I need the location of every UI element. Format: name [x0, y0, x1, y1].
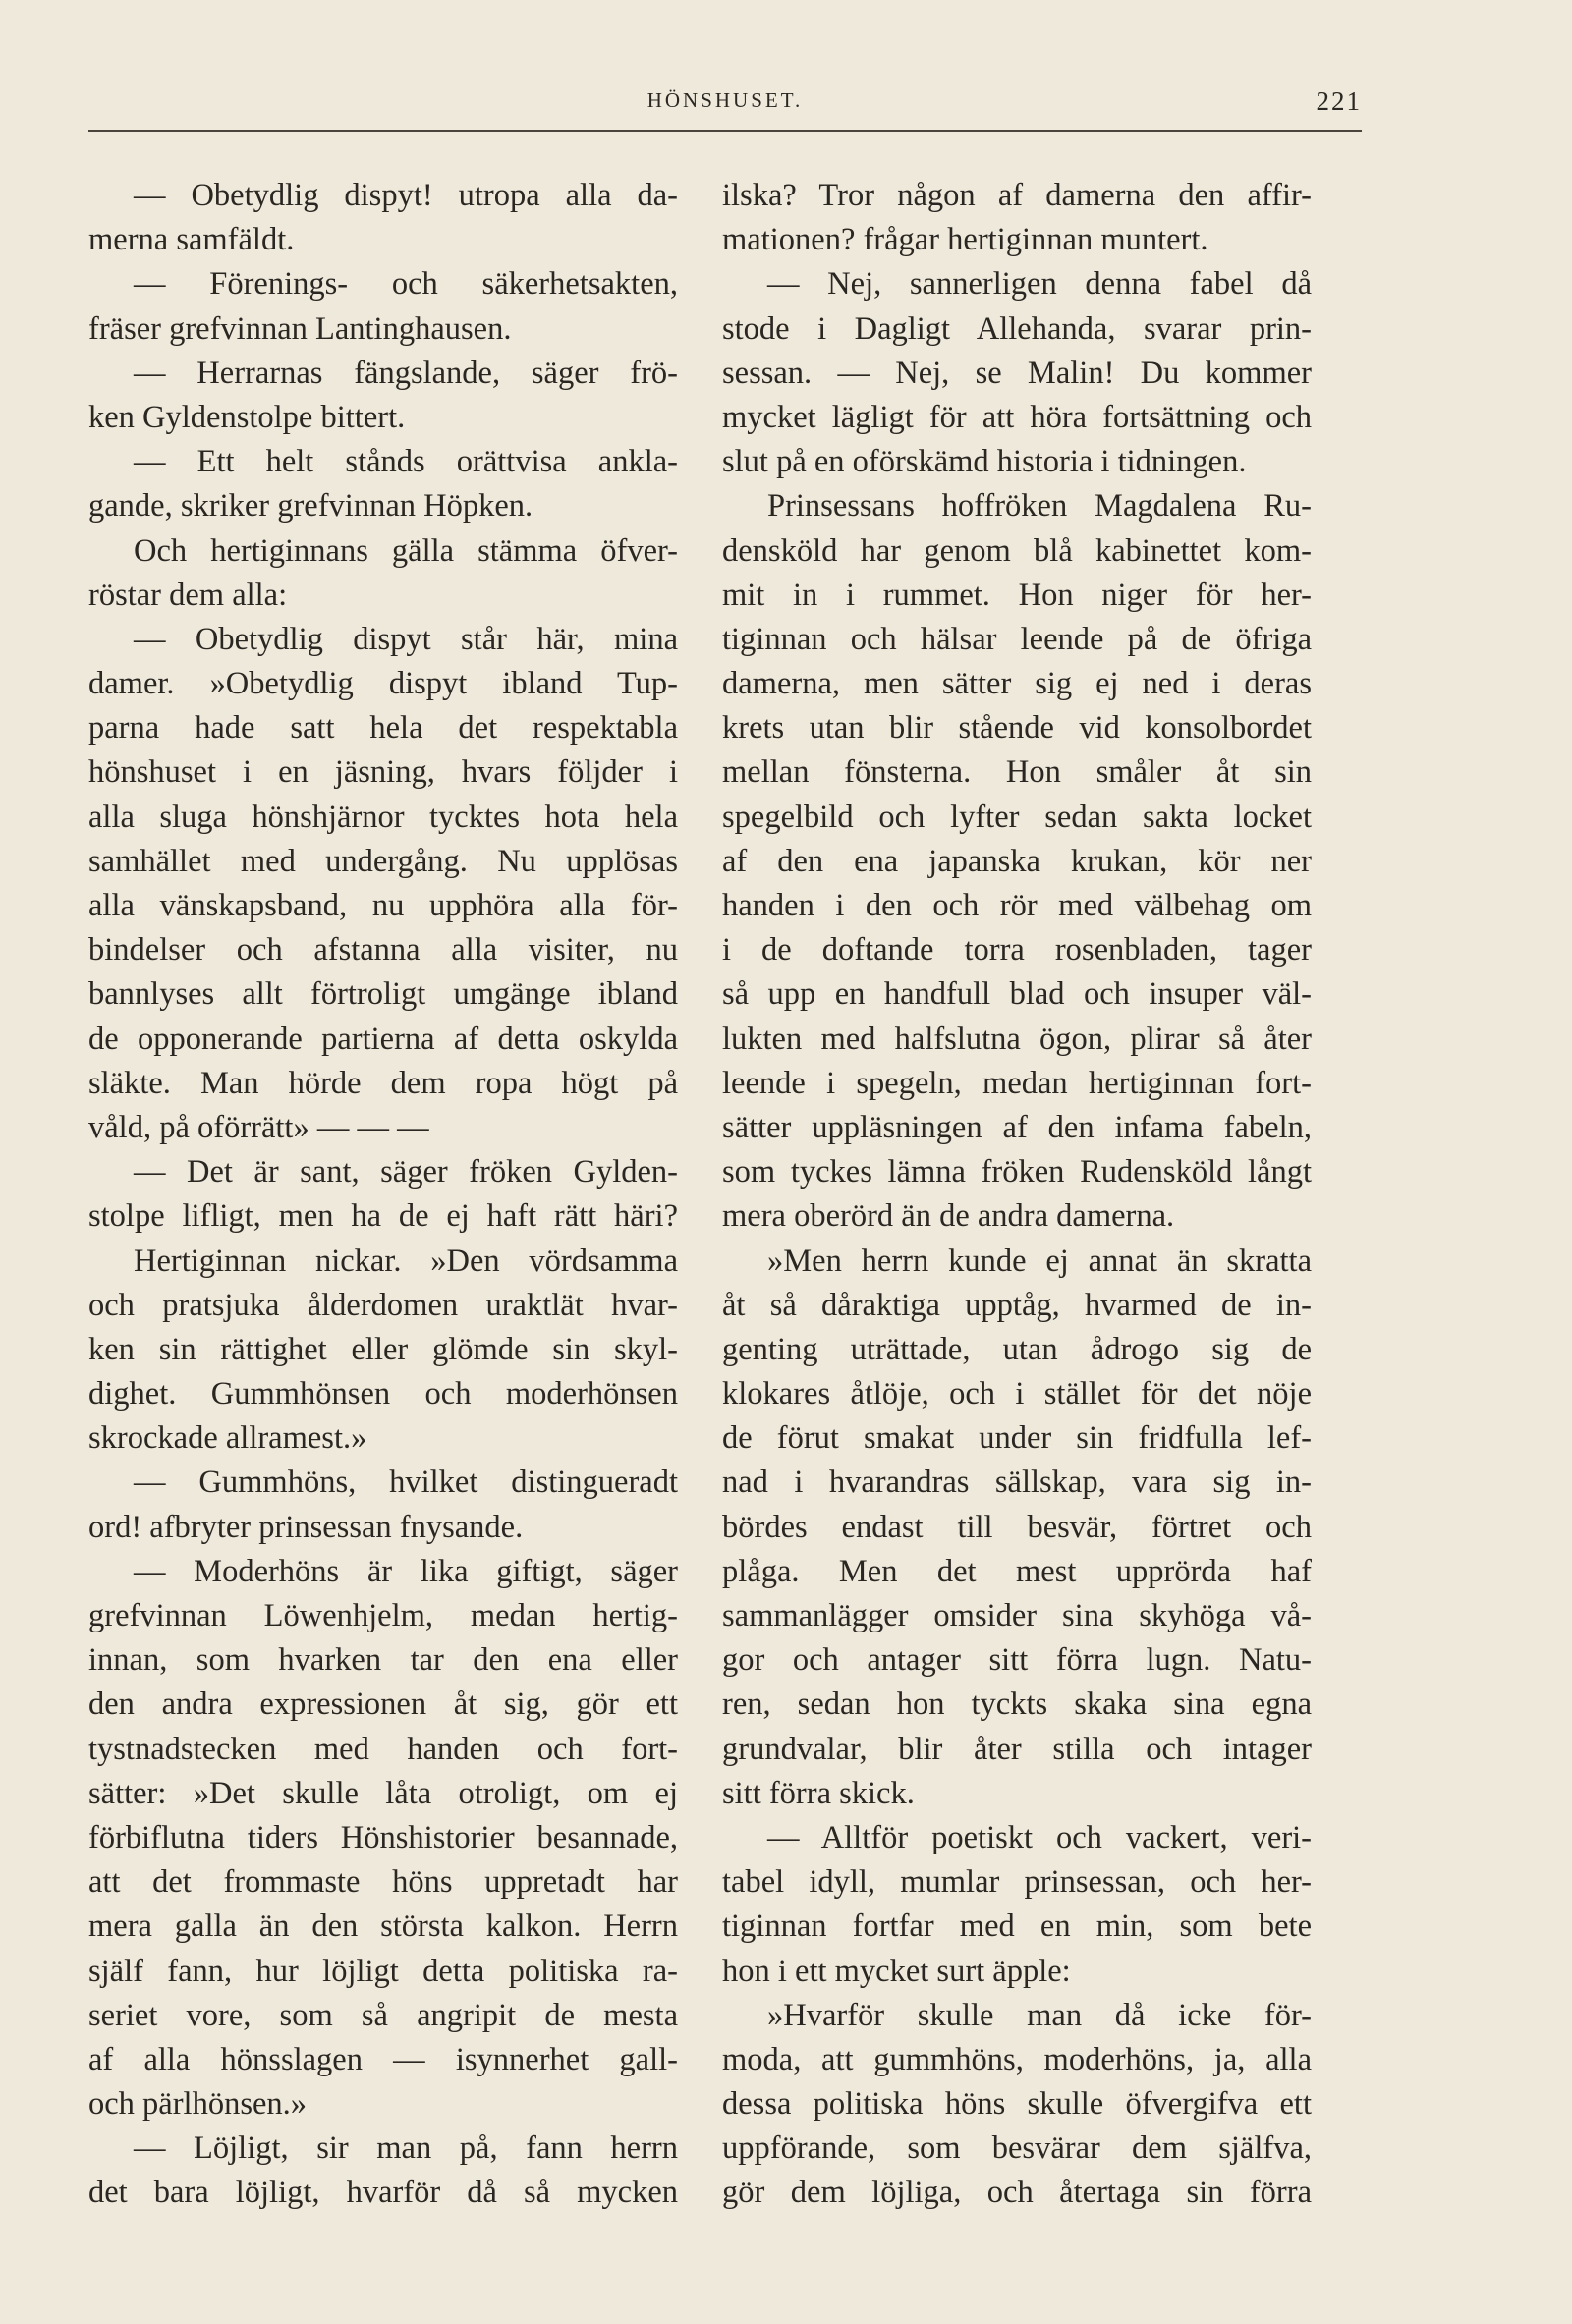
text-line: krets utan blir stående vid konsolbordet	[722, 710, 1312, 747]
text-line: bördes endast till besvär, förtret och	[722, 1509, 1312, 1545]
text-line: — Nej, sannerligen denna fabel då	[767, 266, 1312, 303]
text-line: handen i den och rör med välbehag om	[722, 888, 1312, 923]
text-line: — Obetydlig dispyt! utropa alla da-	[134, 178, 678, 213]
right-text-column	[722, 174, 1312, 2216]
text-line: tiginnan fortfar med en min, som bete	[722, 1909, 1312, 1945]
text-line: dessa politiska höns skulle öfvergifva ett	[722, 2086, 1312, 2123]
text-line: släkte. Man hörde dem ropa högt på	[88, 1065, 678, 1101]
text-line: och pratsjuka ålderdomen uraktlät hvar-	[88, 1287, 678, 1323]
text-line: merna samfäldt.	[88, 222, 295, 258]
text-line: att det frommaste höns uppretadt har	[88, 1864, 678, 1901]
text-line: tystnadstecken med handen och fort-	[88, 1731, 678, 1767]
text-line: uppförande, som besvärar dem själfva,	[722, 2130, 1312, 2167]
text-line: — Förenings- och säkerhetsakten,	[134, 266, 678, 303]
text-line: ken sin rättighet eller glömde sin skyl-	[88, 1331, 678, 1367]
text-line: leende i spegeln, medan hertiginnan fort-	[722, 1065, 1312, 1101]
text-line: — Moderhöns är lika giftigt, säger	[134, 1553, 678, 1589]
text-line: sammanlägger omsider sina skyhöga vå-	[722, 1598, 1312, 1633]
text-line: seriet vore, som så angripit de mesta	[88, 1997, 678, 2033]
text-line: innan, som hvarken tar den ena eller	[88, 1642, 678, 1679]
text-line: ken Gyldenstolpe bittert.	[88, 399, 406, 435]
text-line: skrockade allramest.»	[88, 1420, 367, 1457]
text-line: densköld har genom blå kabinettet kom-	[722, 532, 1312, 569]
text-line: förbiflutna tiders Hönshistorier besannade,	[88, 1819, 678, 1855]
text-line: parna hade satt hela det respektabla	[88, 710, 678, 747]
text-line: slut på en oförskämd historia i tidningen.	[722, 444, 1247, 480]
text-line: det bara löjligt, hvarför då så mycken	[88, 2175, 678, 2211]
text-line: gör dem löjliga, och återtaga sin förra	[722, 2175, 1312, 2211]
text-line: fräser grefvinnan Lantinghausen.	[88, 310, 512, 347]
text-line: sätter uppläsningen af den infama fabeln,	[722, 1109, 1312, 1145]
text-line: sitt förra skick.	[722, 1775, 915, 1811]
text-line: mycket lägligt för att höra fortsättning och	[722, 399, 1312, 435]
text-line: mellan fönsterna. Hon småler åt sin	[722, 754, 1312, 791]
text-line: mera galla än den största kalkon. Herrn	[88, 1909, 678, 1945]
text-line: mationen? frågar hertiginnan muntert.	[722, 222, 1208, 258]
text-line: ord! afbryter prinsessan fnysande.	[88, 1509, 524, 1545]
text-line: mit in i rummet. Hon niger för her-	[722, 577, 1312, 613]
text-line: samhället med undergång. Nu upplösas	[88, 843, 678, 879]
text-line: plåga. Men det mest upprörda haf	[722, 1553, 1312, 1589]
text-line: våld, på oförrätt» — — —	[88, 1109, 429, 1145]
text-line: i de doftande torra rosenbladen, tager	[722, 932, 1312, 968]
text-line: själf fann, hur löjligt detta politiska ra-	[88, 1953, 678, 1989]
text-line: så upp en handfull blad och insuper väl-	[722, 976, 1312, 1013]
left-text-column	[88, 174, 678, 2216]
text-line: dighet. Gummhönsen och moderhönsen	[88, 1376, 678, 1412]
text-line: mera oberörd än de andra damerna.	[722, 1198, 1175, 1235]
text-line: klokares åtlöje, och i stället för det nöje	[722, 1376, 1312, 1412]
text-line: sessan. — Nej, se Malin! Du kommer	[722, 355, 1312, 391]
text-line: — Löjligt, sir man på, fann herrn	[134, 2130, 678, 2167]
text-line: — Det är sant, säger fröken Gylden-	[134, 1154, 678, 1190]
text-line: sätter: »Det skulle låta otroligt, om ej	[88, 1775, 678, 1811]
text-line: grefvinnan Löwenhjelm, medan hertig-	[88, 1598, 678, 1633]
text-line: som tyckes lämna fröken Rudensköld långt	[722, 1154, 1312, 1190]
text-line: hon i ett mycket surt äpple:	[722, 1953, 1071, 1989]
text-line: gor och antager sitt förra lugn. Natu-	[722, 1642, 1312, 1679]
text-line: hönshuset i en jäsning, hvars följder i	[88, 754, 678, 791]
text-line: moda, att gummhöns, moderhöns, ja, alla	[722, 2041, 1312, 2077]
text-line: Prinsessans hoffröken Magdalena Ru-	[767, 488, 1312, 525]
text-line: röstar dem alla:	[88, 577, 288, 613]
text-line: åt så dåraktiga upptåg, hvarmed de in-	[722, 1287, 1312, 1323]
text-line: de förut smakat under sin fridfulla lef-	[722, 1420, 1312, 1457]
text-line: — Herrarnas fängslande, säger frö-	[134, 355, 678, 391]
text-line: »Men herrn kunde ej annat än skratta	[767, 1243, 1312, 1279]
text-line: »Hvarför skulle man då icke för-	[767, 1997, 1312, 2033]
text-line: alla vänskapsband, nu upphöra alla för-	[88, 888, 678, 923]
text-line: och pärlhönsen.»	[88, 2086, 308, 2123]
text-line: ren, sedan hon tyckts skaka sina egna	[722, 1687, 1312, 1723]
text-line: den andra expressionen åt sig, gör ett	[88, 1687, 678, 1723]
text-line: — Alltför poetiskt och vackert, veri-	[767, 1819, 1312, 1855]
text-line: — Ett helt stånds orättvisa ankla-	[134, 444, 678, 480]
text-line: bindelser och afstanna alla visiter, nu	[88, 932, 678, 968]
text-line: — Obetydlig dispyt står här, mina	[134, 621, 678, 657]
text-line: grundvalar, blir åter stilla och intager	[722, 1731, 1312, 1767]
text-line: bannlyses allt förtroligt umgänge ibland	[88, 976, 678, 1013]
text-line: gande, skriker grefvinnan Höpken.	[88, 488, 533, 525]
text-line: genting uträttade, utan ådrogo sig de	[722, 1331, 1312, 1367]
text-line: — Gummhöns, hvilket distingueradt	[134, 1465, 678, 1501]
text-line: stode i Dagligt Allehanda, svarar prin-	[722, 310, 1312, 347]
text-line: af alla hönsslagen — isynnerhet gall-	[88, 2041, 678, 2077]
chapter-title: HÖNSHUSET.	[646, 88, 804, 112]
text-line: af den ena japanska krukan, kör ner	[722, 843, 1312, 879]
text-line: stolpe lifligt, men ha de ej haft rätt häri?	[88, 1198, 678, 1235]
text-line: de opponerande partierna af detta oskylda	[88, 1021, 678, 1057]
text-line: nad i hvarandras sällskap, vara sig in-	[722, 1465, 1312, 1501]
text-line: Hertiginnan nickar. »Den vördsamma	[134, 1243, 678, 1279]
text-line: ilska? Tror någon af damerna den affir-	[722, 178, 1312, 213]
text-line: lukten med halfslutna ögon, plirar så åter	[722, 1021, 1312, 1057]
text-line: damer. »Obetydlig dispyt ibland Tup-	[88, 666, 678, 702]
text-line: alla sluga hönshjärnor tycktes hota hela	[88, 799, 678, 835]
text-line: damerna, men sätter sig ej ned i deras	[722, 666, 1312, 702]
text-line: tabel idyll, mumlar prinsessan, och her-	[722, 1864, 1312, 1901]
text-line: spegelbild och lyfter sedan sakta locket	[722, 799, 1312, 835]
running-header	[88, 86, 1362, 132]
text-line: Och hertiginnans gälla stämma öfver-	[134, 532, 678, 569]
page-number: 221	[1316, 86, 1362, 116]
text-line: tiginnan och hälsar leende på de öfriga	[722, 621, 1312, 657]
